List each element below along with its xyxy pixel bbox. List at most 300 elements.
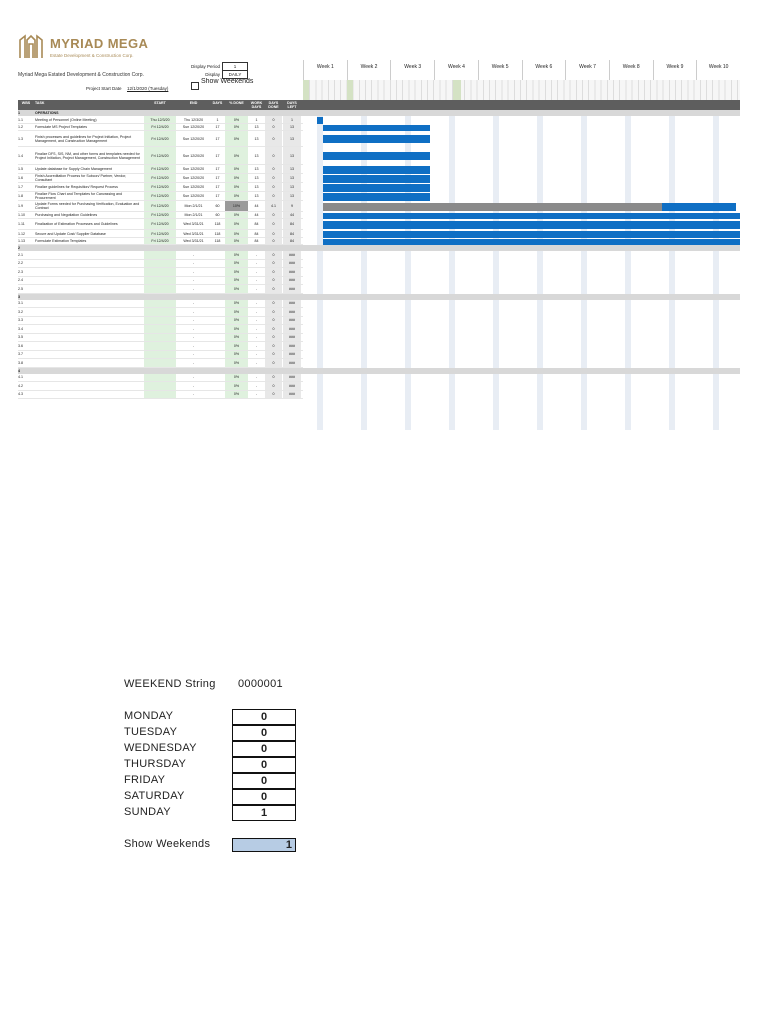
cell-task[interactable] xyxy=(35,391,143,399)
gantt-progress-bar xyxy=(323,203,662,211)
cell-days[interactable] xyxy=(211,260,224,268)
cell-end: Sun 12/20/20 xyxy=(182,194,205,198)
cell-start[interactable] xyxy=(144,351,176,359)
cell-work: 44 xyxy=(254,204,259,208)
cell-start[interactable]: Fri 12/4/20 xyxy=(144,238,176,244)
cell-days[interactable] xyxy=(211,351,224,359)
task-row[interactable] xyxy=(18,351,303,360)
cell-pct[interactable]: 0% xyxy=(225,351,248,359)
cell-wbs: 1.11 xyxy=(18,222,25,226)
cell-days[interactable] xyxy=(211,268,224,276)
cell-end: - xyxy=(192,309,195,314)
cell-wbs: 1.9 xyxy=(18,204,23,208)
cell-wbs: 1.6 xyxy=(18,176,23,180)
cell-pct[interactable]: 0% xyxy=(225,219,248,229)
cell-wbs: 4.2 xyxy=(18,383,23,388)
cell-task[interactable] xyxy=(35,334,143,342)
task-row[interactable] xyxy=(18,317,303,326)
cell-end: - xyxy=(192,343,195,348)
cell-done: 0 xyxy=(265,277,282,285)
cell-work: - xyxy=(255,309,258,314)
cell-wbs: 1.3 xyxy=(18,136,23,141)
weekday-value[interactable]: 0 xyxy=(232,757,296,773)
cell-end: - xyxy=(192,326,195,331)
weekend-string-value: 0000001 xyxy=(238,678,283,690)
logo-title: MYRIAD MEGA xyxy=(50,35,149,51)
cell-days[interactable] xyxy=(211,325,224,333)
cell-left: ### xyxy=(283,285,301,293)
task-row[interactable] xyxy=(18,334,303,343)
cell-task[interactable] xyxy=(35,317,143,325)
gantt-bar xyxy=(317,117,323,124)
cell-end: Wed 3/31/21 xyxy=(183,222,204,226)
task-row[interactable] xyxy=(18,238,303,245)
cell-pct[interactable]: 0% xyxy=(225,391,248,399)
cell-work: 13 xyxy=(254,153,259,158)
cell-done: 0 xyxy=(265,219,282,229)
cell-pct[interactable]: 0% xyxy=(225,342,248,350)
cell-pct[interactable]: 0% xyxy=(225,251,248,259)
cell-task[interactable] xyxy=(35,260,143,268)
show-weekends-label: Show Weekends xyxy=(124,838,211,850)
show-weekends-checkbox[interactable] xyxy=(191,82,199,90)
cell-days[interactable] xyxy=(211,391,224,399)
weekday-value[interactable]: 0 xyxy=(232,725,296,741)
task-row[interactable] xyxy=(18,219,303,230)
cell-days[interactable]: 118 xyxy=(214,231,221,236)
cell-work: 84 xyxy=(254,239,259,243)
cell-done: 0 xyxy=(265,116,282,123)
gantt-bar xyxy=(323,193,430,201)
cell-pct[interactable]: 0% xyxy=(225,147,248,164)
cell-left: 13 xyxy=(283,131,301,146)
cell-task[interactable] xyxy=(35,285,143,293)
cell-pct[interactable]: 0% xyxy=(225,382,248,390)
cell-task[interactable]: Finish processes and guidelines for Project Initiation, Project Management, and Construction Management xyxy=(35,134,132,143)
task-row[interactable] xyxy=(18,131,303,147)
section-gantt-band xyxy=(303,294,740,300)
cell-pct[interactable]: 0% xyxy=(225,260,248,268)
cell-start[interactable]: Fri 12/4/20 xyxy=(144,219,176,229)
weekday-value[interactable]: 1 xyxy=(232,805,296,821)
cell-days[interactable] xyxy=(211,334,224,342)
cell-left: 84 xyxy=(283,230,301,237)
cell-start[interactable]: Fri 12/4/20 xyxy=(144,174,176,182)
cell-left: 13 xyxy=(283,174,301,182)
cell-pct[interactable]: 10% xyxy=(225,201,248,211)
cell-days[interactable] xyxy=(211,251,224,259)
weekday-value[interactable]: 0 xyxy=(232,709,296,725)
cell-left: 13 xyxy=(283,183,301,191)
cell-days[interactable]: 17 xyxy=(215,136,220,141)
cell-pct[interactable]: 0% xyxy=(225,325,248,333)
week-header-row xyxy=(303,60,740,80)
cell-start[interactable] xyxy=(144,300,176,308)
task-row[interactable] xyxy=(18,201,303,212)
cell-left: ### xyxy=(283,374,301,382)
cell-days[interactable]: 17 xyxy=(215,153,220,158)
cell-left: ### xyxy=(283,325,301,333)
task-row[interactable] xyxy=(18,300,303,309)
week-label: Week 8 xyxy=(609,60,653,80)
cell-pct[interactable]: 0% xyxy=(225,230,248,237)
cell-work: 13 xyxy=(254,125,259,129)
cell-wbs: 3.1 xyxy=(18,301,23,306)
cell-work: - xyxy=(255,343,258,348)
column-header: DAYS xyxy=(212,101,223,105)
cell-start[interactable]: Fri 12/4/20 xyxy=(144,124,176,130)
cell-end: - xyxy=(192,269,195,274)
cell-days[interactable] xyxy=(211,300,224,308)
cell-work: - xyxy=(255,335,258,340)
cell-pct[interactable]: 0% xyxy=(225,334,248,342)
cell-wbs: 3.4 xyxy=(18,326,23,331)
cell-days[interactable] xyxy=(211,308,224,316)
cell-days[interactable]: 17 xyxy=(215,185,220,189)
cell-done: 0 xyxy=(265,391,282,399)
cell-start[interactable]: Fri 12/4/20 xyxy=(144,183,176,191)
cell-wbs: 3.7 xyxy=(18,352,23,357)
cell-start[interactable] xyxy=(144,334,176,342)
cell-start[interactable] xyxy=(144,285,176,293)
cell-task[interactable]: Formulate MS Project Templates xyxy=(35,125,88,129)
cell-work: 44 xyxy=(254,213,259,217)
cell-wbs: 1.7 xyxy=(18,185,23,189)
cell-done: 0 xyxy=(265,251,282,259)
task-row[interactable] xyxy=(18,174,303,183)
gantt-bar xyxy=(323,125,430,131)
cell-pct[interactable]: 0% xyxy=(225,124,248,130)
cell-days[interactable] xyxy=(211,374,224,382)
cell-days[interactable]: 118 xyxy=(214,239,221,243)
weekday-label: SUNDAY xyxy=(124,806,171,818)
cell-task[interactable]: Update database for Supply Chain Management xyxy=(35,167,112,171)
task-row[interactable] xyxy=(18,260,303,269)
cell-task[interactable]: Secure and Update Cost/ Supplier Database xyxy=(35,231,106,236)
cell-start[interactable]: Fri 12/4/20 xyxy=(144,212,176,218)
cell-done: 0 xyxy=(265,334,282,342)
task-row[interactable] xyxy=(18,251,303,260)
cell-start[interactable]: Thu 12/3/20 xyxy=(144,116,176,123)
cell-task[interactable] xyxy=(35,308,143,316)
cell-wbs: 1.12 xyxy=(18,231,25,236)
weekday-label: TUESDAY xyxy=(124,726,178,738)
cell-left: 44 xyxy=(283,212,301,218)
company-name: Myriad Mega Estated Development & Construction Corp. xyxy=(18,72,144,78)
cell-done: 0 xyxy=(265,351,282,359)
cell-done: 0 xyxy=(265,147,282,164)
cell-pct[interactable]: 0% xyxy=(225,374,248,382)
cell-days[interactable]: 60 xyxy=(215,204,220,208)
show-weekends-checkbox-label: Show Weekends xyxy=(201,78,254,85)
cell-start[interactable] xyxy=(144,268,176,276)
cell-pct[interactable]: 0% xyxy=(225,212,248,218)
cell-left: ### xyxy=(283,260,301,268)
cell-pct[interactable]: 0% xyxy=(225,192,248,200)
cell-days[interactable] xyxy=(211,359,224,367)
task-row[interactable] xyxy=(18,391,303,400)
cell-start[interactable] xyxy=(144,359,176,367)
cell-start[interactable]: Fri 12/4/20 xyxy=(144,165,176,173)
cell-work: 84 xyxy=(254,231,259,236)
cell-pct[interactable]: 0% xyxy=(225,308,248,316)
cell-task[interactable]: Meeting of Personnel (Online Meeting) xyxy=(35,117,97,122)
column-header: START xyxy=(154,101,166,105)
cell-end: Sun 12/20/20 xyxy=(182,125,205,129)
cell-wbs: 2.3 xyxy=(18,269,23,274)
cell-days[interactable]: 17 xyxy=(215,125,220,129)
cell-pct[interactable]: 0% xyxy=(225,277,248,285)
show-weekends-value[interactable]: 1 xyxy=(232,838,296,852)
cell-end: Thu 12/3/20 xyxy=(183,117,204,122)
project-start-value[interactable]: 12/1/2020 (Tuesday) xyxy=(127,86,169,91)
cell-pct[interactable]: 0% xyxy=(225,285,248,293)
cell-end: - xyxy=(192,252,195,257)
task-row[interactable] xyxy=(18,342,303,351)
cell-left: ### xyxy=(283,342,301,350)
cell-left: 13 xyxy=(283,165,301,173)
task-row[interactable] xyxy=(18,116,303,124)
gantt-bar xyxy=(323,213,740,219)
gantt-bar xyxy=(323,175,430,183)
cell-days[interactable] xyxy=(211,317,224,325)
cell-done: 0 xyxy=(265,165,282,173)
cell-work: - xyxy=(255,286,258,291)
cell-work: - xyxy=(255,375,258,380)
cell-days[interactable] xyxy=(211,382,224,390)
task-row[interactable] xyxy=(18,359,303,368)
cell-left: 9 xyxy=(283,201,301,211)
cell-start[interactable]: Fri 12/4/20 xyxy=(144,230,176,237)
cell-task[interactable]: Formulate Estimation Templates xyxy=(35,239,87,243)
weekday-label: THURSDAY xyxy=(124,758,187,770)
cell-days[interactable]: 118 xyxy=(214,222,221,226)
cell-done: 0 xyxy=(265,212,282,218)
cell-task[interactable]: Finalize Flow Chart and Templates for Canvassing and Procurement xyxy=(35,192,123,200)
cell-left: ### xyxy=(283,251,301,259)
task-row[interactable] xyxy=(18,183,303,192)
weekday-value[interactable]: 0 xyxy=(232,789,296,805)
cell-left: 1 xyxy=(283,116,301,123)
cell-left: ### xyxy=(283,308,301,316)
task-row[interactable] xyxy=(18,165,303,174)
cell-done: 0 xyxy=(265,317,282,325)
cell-left: ### xyxy=(283,359,301,367)
cell-days[interactable] xyxy=(211,342,224,350)
cell-wbs: 4.1 xyxy=(18,375,23,380)
cell-start[interactable] xyxy=(144,277,176,285)
cell-work: 84 xyxy=(254,222,259,226)
cell-end: Wed 3/31/21 xyxy=(183,239,204,243)
cell-wbs: 3.6 xyxy=(18,343,23,348)
column-header: DAYS LEFT xyxy=(287,101,297,109)
section-id: 1 xyxy=(18,111,20,115)
cell-done: 0 xyxy=(265,268,282,276)
weekend-string-label: WEEKEND String xyxy=(124,678,216,690)
gantt-bar xyxy=(323,166,430,174)
cell-end: Sun 12/20/20 xyxy=(182,167,205,171)
cell-days[interactable]: 1 xyxy=(216,117,219,122)
cell-work: - xyxy=(255,261,258,266)
cell-days[interactable]: 17 xyxy=(215,176,220,180)
cell-wbs: 3.5 xyxy=(18,335,23,340)
task-row[interactable] xyxy=(18,192,303,201)
logo-mark-icon xyxy=(18,34,44,60)
weekday-label: WEDNESDAY xyxy=(124,742,197,754)
weekday-label: MONDAY xyxy=(124,710,174,722)
cell-left: ### xyxy=(283,277,301,285)
cell-wbs: 1.10 xyxy=(18,213,25,217)
cell-start[interactable] xyxy=(144,317,176,325)
display-period-input[interactable]: 1 xyxy=(222,62,248,71)
cell-pct[interactable]: 0% xyxy=(225,359,248,367)
cell-left: ### xyxy=(283,351,301,359)
cell-wbs: 1.2 xyxy=(18,125,23,129)
cell-wbs: 1.1 xyxy=(18,117,23,122)
cell-task[interactable]: Finalize guidelines for Requisition/ Request Process xyxy=(35,185,118,189)
display-select[interactable]: DAILY xyxy=(222,70,248,79)
section-id: 2 xyxy=(18,246,20,250)
cell-left: ### xyxy=(283,391,301,399)
cell-start[interactable] xyxy=(144,308,176,316)
week-label: Week 9 xyxy=(653,60,697,80)
cell-left: ### xyxy=(283,334,301,342)
weekday-value[interactable]: 0 xyxy=(232,773,296,789)
display-label: Display xyxy=(205,72,220,77)
cell-task[interactable] xyxy=(35,342,143,350)
task-row[interactable] xyxy=(18,124,303,131)
cell-wbs: 3.8 xyxy=(18,360,23,365)
cell-start[interactable] xyxy=(144,325,176,333)
cell-pct[interactable]: 0% xyxy=(225,238,248,244)
cell-end: - xyxy=(192,301,195,306)
cell-task[interactable]: Finalize DFS, SIS, NM, and other forms and templates needed for Project Initiation, Project Management, Construction Management xyxy=(35,151,140,160)
cell-start[interactable]: Fri 12/4/20 xyxy=(144,192,176,200)
cell-task[interactable] xyxy=(35,374,143,382)
cell-task[interactable] xyxy=(35,325,143,333)
cell-start[interactable]: Fri 12/4/20 xyxy=(144,201,176,211)
task-row[interactable] xyxy=(18,230,303,238)
cell-pct[interactable]: 0% xyxy=(225,268,248,276)
cell-left: 13 xyxy=(283,192,301,200)
cell-pct[interactable]: 0% xyxy=(225,300,248,308)
logo-subtitle: Estate Development & Construction Corp. xyxy=(50,52,134,58)
cell-work: 13 xyxy=(254,136,259,141)
cell-work: - xyxy=(255,383,258,388)
cell-done: 0 xyxy=(265,342,282,350)
cell-days[interactable]: 17 xyxy=(215,194,220,198)
cell-end: - xyxy=(192,383,195,388)
task-row[interactable] xyxy=(18,382,303,391)
cell-end: - xyxy=(192,360,195,365)
cell-start[interactable] xyxy=(144,260,176,268)
cell-task[interactable] xyxy=(35,277,143,285)
cell-days[interactable] xyxy=(211,277,224,285)
cell-done: 0 xyxy=(265,183,282,191)
cell-pct[interactable]: 0% xyxy=(225,165,248,173)
cell-task[interactable]: Update Forms needed for Purchasing Verification, Evaluation and Contract xyxy=(35,202,140,210)
cell-end: - xyxy=(192,352,195,357)
cell-task[interactable] xyxy=(35,268,143,276)
cell-task[interactable] xyxy=(35,382,143,390)
column-header: WBS xyxy=(21,101,31,105)
cell-end: Mon 2/1/21 xyxy=(184,213,203,217)
task-row[interactable] xyxy=(18,277,303,286)
cell-wbs: 1.5 xyxy=(18,167,23,171)
cell-left: ### xyxy=(283,317,301,325)
section-title: OPERATIONS xyxy=(35,111,59,115)
cell-pct[interactable]: 0% xyxy=(225,116,248,123)
cell-pct[interactable]: 0% xyxy=(225,174,248,182)
task-row[interactable] xyxy=(18,325,303,334)
cell-done: 4.1 xyxy=(265,201,282,211)
gantt-bar xyxy=(323,152,430,160)
cell-work: - xyxy=(255,269,258,274)
cell-task[interactable] xyxy=(35,351,143,359)
cell-end: - xyxy=(192,318,195,323)
weekday-value[interactable]: 0 xyxy=(232,741,296,757)
cell-end: Sun 12/20/20 xyxy=(182,153,205,158)
cell-work: 13 xyxy=(254,185,259,189)
task-row[interactable] xyxy=(18,374,303,383)
cell-start[interactable]: Fri 12/4/20 xyxy=(144,147,176,164)
task-row[interactable] xyxy=(18,268,303,277)
cell-work: 13 xyxy=(254,176,259,180)
cell-days[interactable]: 17 xyxy=(215,167,220,171)
cell-left: 84 xyxy=(283,219,301,229)
task-table-header xyxy=(18,100,740,110)
task-row[interactable] xyxy=(18,285,303,294)
cell-start[interactable] xyxy=(144,342,176,350)
cell-work: 13 xyxy=(254,167,259,171)
cell-pct[interactable]: 0% xyxy=(225,183,248,191)
cell-left: ### xyxy=(283,382,301,390)
gantt-bar xyxy=(323,221,740,229)
cell-start[interactable] xyxy=(144,251,176,259)
task-row[interactable] xyxy=(18,212,303,219)
week-label: Week 7 xyxy=(565,60,609,80)
column-header: END xyxy=(189,101,198,105)
column-header: DAYS DONE xyxy=(268,101,279,109)
cell-start[interactable]: Fri 12/4/20 xyxy=(144,131,176,146)
cell-task[interactable] xyxy=(35,359,143,367)
cell-start[interactable] xyxy=(144,391,176,399)
cell-done: 0 xyxy=(265,192,282,200)
cell-work: - xyxy=(255,318,258,323)
cell-task[interactable]: Finalization of Estimation Processes and Guidelines xyxy=(35,222,118,226)
week-label: Week 4 xyxy=(434,60,478,80)
cell-start[interactable] xyxy=(144,382,176,390)
cell-days[interactable]: 60 xyxy=(215,213,220,217)
cell-task[interactable]: Finish Accreditation Process for Subcon/ Partner, Vendor, Consultant xyxy=(35,174,127,182)
cell-done: 0 xyxy=(265,124,282,130)
cell-done: 0 xyxy=(265,174,282,182)
cell-work: - xyxy=(255,392,258,397)
cell-task[interactable] xyxy=(35,251,143,259)
cell-wbs: 4.3 xyxy=(18,392,23,397)
cell-pct[interactable]: 0% xyxy=(225,131,248,146)
cell-task[interactable] xyxy=(35,300,143,308)
cell-task[interactable]: Purchasing and Negotiation Guidelines xyxy=(35,213,98,217)
cell-end: - xyxy=(192,335,195,340)
cell-end: - xyxy=(192,286,195,291)
cell-start[interactable] xyxy=(144,374,176,382)
cell-days[interactable] xyxy=(211,285,224,293)
cell-wbs: 2.2 xyxy=(18,261,23,266)
task-row[interactable] xyxy=(18,308,303,317)
task-row[interactable] xyxy=(18,147,303,165)
cell-pct[interactable]: 0% xyxy=(225,317,248,325)
